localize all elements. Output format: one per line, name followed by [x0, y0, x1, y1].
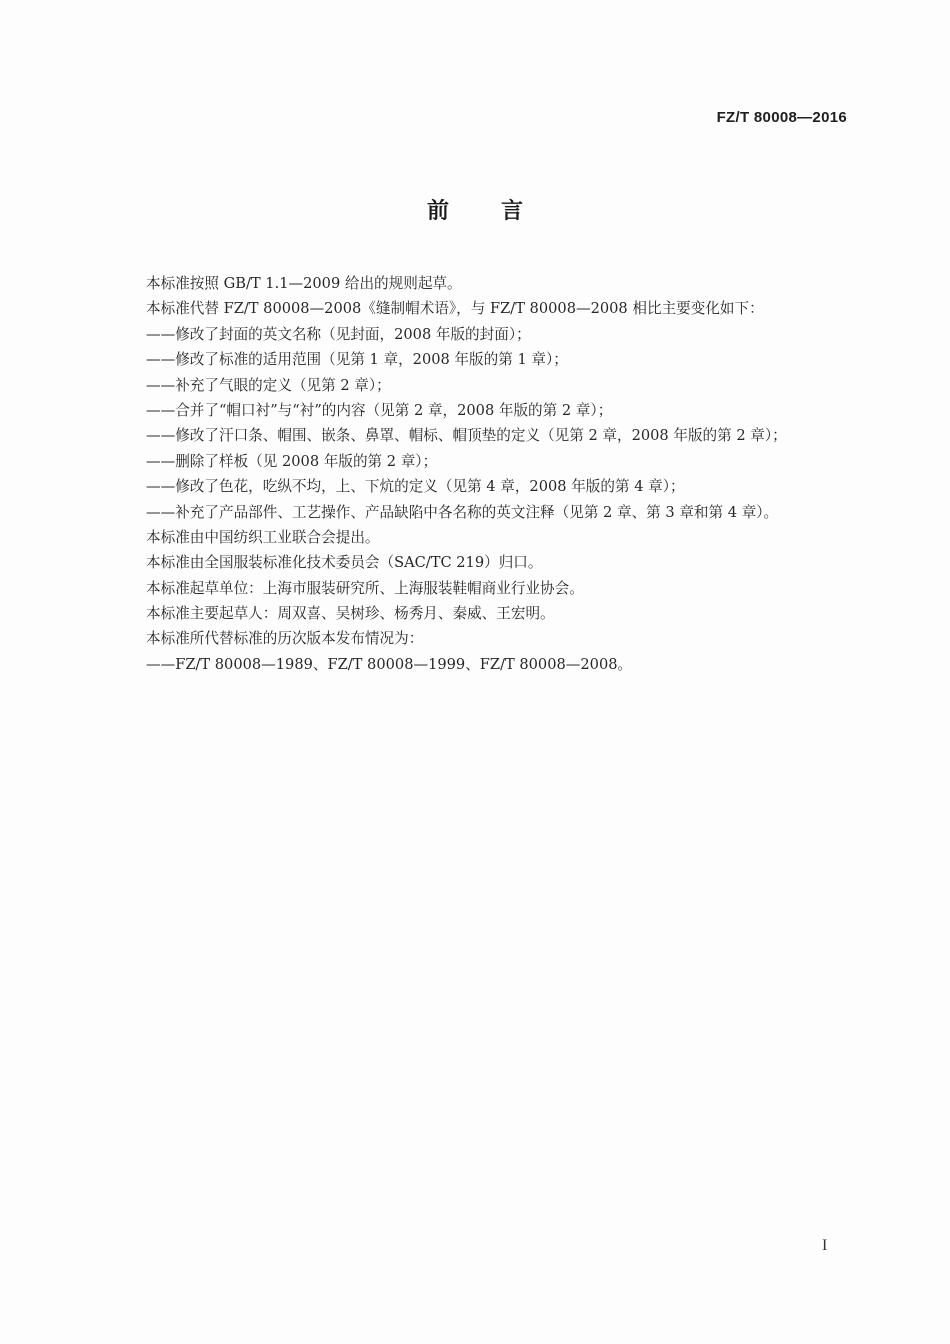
paragraph-drafting-units: 本标准起草单位：上海市服装研究所、上海服装鞋帽商业行业协会。	[146, 579, 584, 597]
paragraph-history-intro: 本标准所代替标准的历次版本发布情况为：	[146, 630, 424, 648]
paragraph-history-list: ——FZ/T 80008—1989、FZ/T 80008—1999、FZ/T 80008—2008。	[146, 655, 633, 673]
page-title: 前言	[426, 199, 575, 224]
foreword-body	[146, 271, 846, 677]
paragraph-proposer: 本标准由中国纺织工业联合会提出。	[146, 528, 380, 546]
paragraph-replaces: 本标准代替 FZ/T 80008—2008《缝制帽术语》，与 FZ/T 80008—2008 相比主要变化如下：	[146, 300, 764, 318]
change-item: ——修改了色花，吃纵不均，上、下炕的定义（见第 4 章，2008 年版的第 4 章）；	[146, 478, 685, 496]
change-item: ——合并了“帽口衬”与“衬”的内容（见第 2 章，2008 年版的第 2 章）；	[146, 401, 613, 419]
paragraph-drafting-rules: 本标准按照 GB/T 1.1—2009 给出的规则起草。	[146, 275, 462, 292]
change-item: ——修改了汗口条、帽围、嵌条、鼻罩、帽标、帽顶垫的定义（见第 2 章，2008 年版的第 2 章）；	[146, 427, 787, 445]
standard-code: FZ/T 80008—2016	[716, 109, 847, 126]
change-item: ——修改了标准的适用范围（见第 1 章，2008 年版的第 1 章）；	[146, 351, 568, 369]
paragraph-drafters: 本标准主要起草人：周双喜、吴树珍、杨秀月、秦威、王宏明。	[146, 605, 555, 623]
change-item: ——修改了封面的英文名称（见封面，2008 年版的封面）；	[146, 325, 531, 343]
page-number: I	[822, 1237, 828, 1254]
change-item: ——删除了样板（见 2008 年版的第 2 章）；	[146, 452, 438, 470]
paragraph-committee: 本标准由全国服装标准化技术委员会（SAC/TC 219）归口。	[146, 554, 543, 572]
change-item: ——补充了气眼的定义（见第 2 章）；	[146, 376, 391, 394]
change-item: ——补充了产品部件、工艺操作、产品缺陷中各名称的英文注释（见第 2 章、第 3 章和第 4 章）。	[146, 503, 779, 521]
